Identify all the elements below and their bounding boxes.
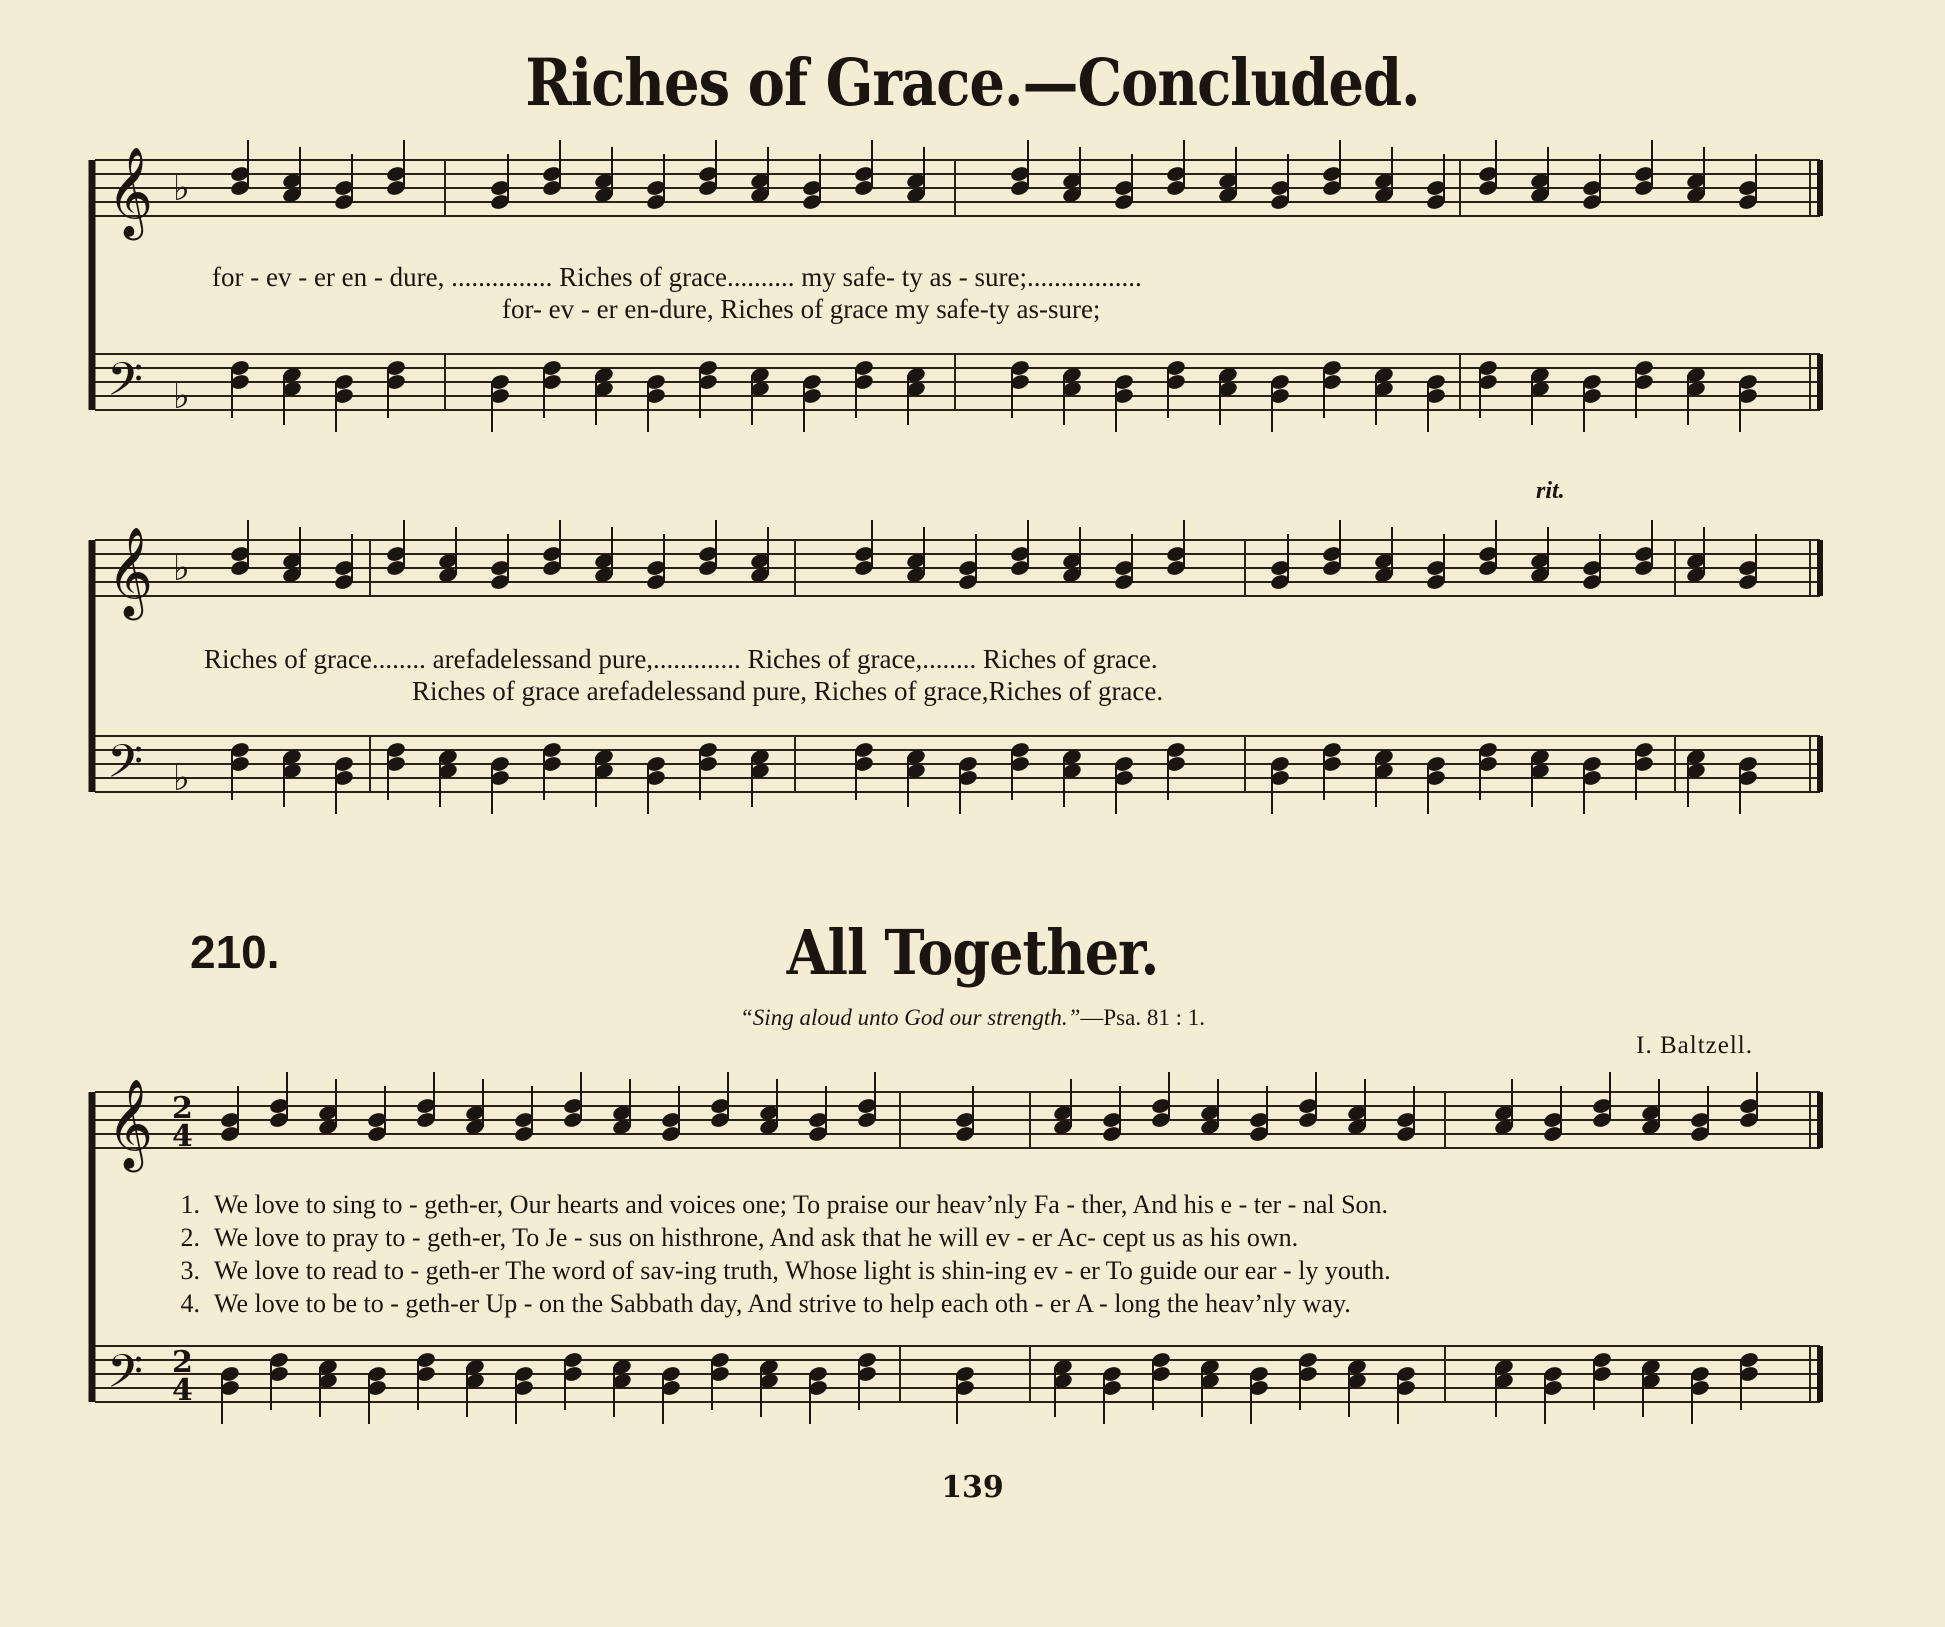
flat-icon: ♭	[173, 758, 190, 799]
time-signature-top: 2	[172, 1345, 193, 1380]
page-title: Riches of Grace.—Concluded.	[525, 45, 1420, 121]
lyrics-lower-system1: for- ev - er en-dure, Riches of grace my safe-ty as-sure;	[502, 294, 1101, 324]
epigraph-quote: “Sing aloud unto God our strength.”	[740, 1005, 1081, 1030]
bass-clef-icon: 𝄢	[107, 1345, 144, 1410]
tempo-mark: rit.	[1536, 478, 1565, 504]
treble-clef-icon: 𝄞	[107, 527, 154, 617]
verse-text: We love to be to - geth-er Up - on the Sabbath day, And strive to help each oth - er A - long the heav’nly way.	[214, 1289, 1351, 1318]
verse-number: 2.	[180, 1223, 200, 1252]
epigraph	[0, 1005, 1945, 1031]
verse-number: 4.	[180, 1289, 200, 1318]
lyrics-upper-system1: for - ev - er en - dure, ............... Riches of grace.......... my safe- ty as - sure;.................	[212, 262, 1142, 292]
verse-line	[160, 1190, 1388, 1220]
time-signature-bottom: 4	[172, 1119, 193, 1154]
lyrics-upper-system2: Riches of grace........ arefadelessand pure,............. Riches of grace,........ Riches of grace.	[204, 644, 1158, 674]
composer: I. Baltzell.	[1636, 1032, 1753, 1059]
verse-text: We love to pray to - geth-er, To Je - sus on histhrone, And ask that he will ev - er Ac- cept us as his own.	[214, 1223, 1299, 1252]
treble-clef-icon: 𝄞	[107, 147, 154, 237]
flat-icon: ♭	[173, 168, 190, 209]
treble-clef-icon: 𝄞	[107, 1079, 154, 1169]
bass-clef-icon: 𝄢	[107, 353, 144, 418]
hymn-number: 210.	[190, 926, 280, 978]
verse-number: 3.	[180, 1256, 200, 1285]
bass-clef-icon: 𝄢	[107, 735, 144, 800]
flat-icon: ♭	[173, 548, 190, 589]
verse-line	[160, 1256, 1391, 1286]
verse-number: 1.	[180, 1190, 200, 1219]
flat-icon: ♭	[173, 376, 190, 417]
lyrics-lower-system2: Riches of grace arefadelessand pure, Riches of grace,Riches of grace.	[412, 676, 1164, 706]
time-signature-bottom: 4	[172, 1373, 193, 1408]
time-signature-top: 2	[172, 1091, 193, 1126]
page-number: 139	[941, 1470, 1004, 1505]
epigraph-reference: —Psa. 81 : 1.	[1080, 1005, 1205, 1030]
verse-line	[160, 1223, 1298, 1253]
hymn-title: All Together.	[786, 915, 1159, 989]
verse-text: We love to read to - geth-er The word of sav-ing truth, Whose light is shin-ing ev - er To guide our ear - ly youth.	[214, 1256, 1391, 1285]
verse-line	[160, 1289, 1351, 1319]
verse-text: We love to sing to - geth-er, Our hearts and voices one; To praise our heav’nly Fa - ther, And his e - ter - nal Son.	[214, 1190, 1389, 1219]
